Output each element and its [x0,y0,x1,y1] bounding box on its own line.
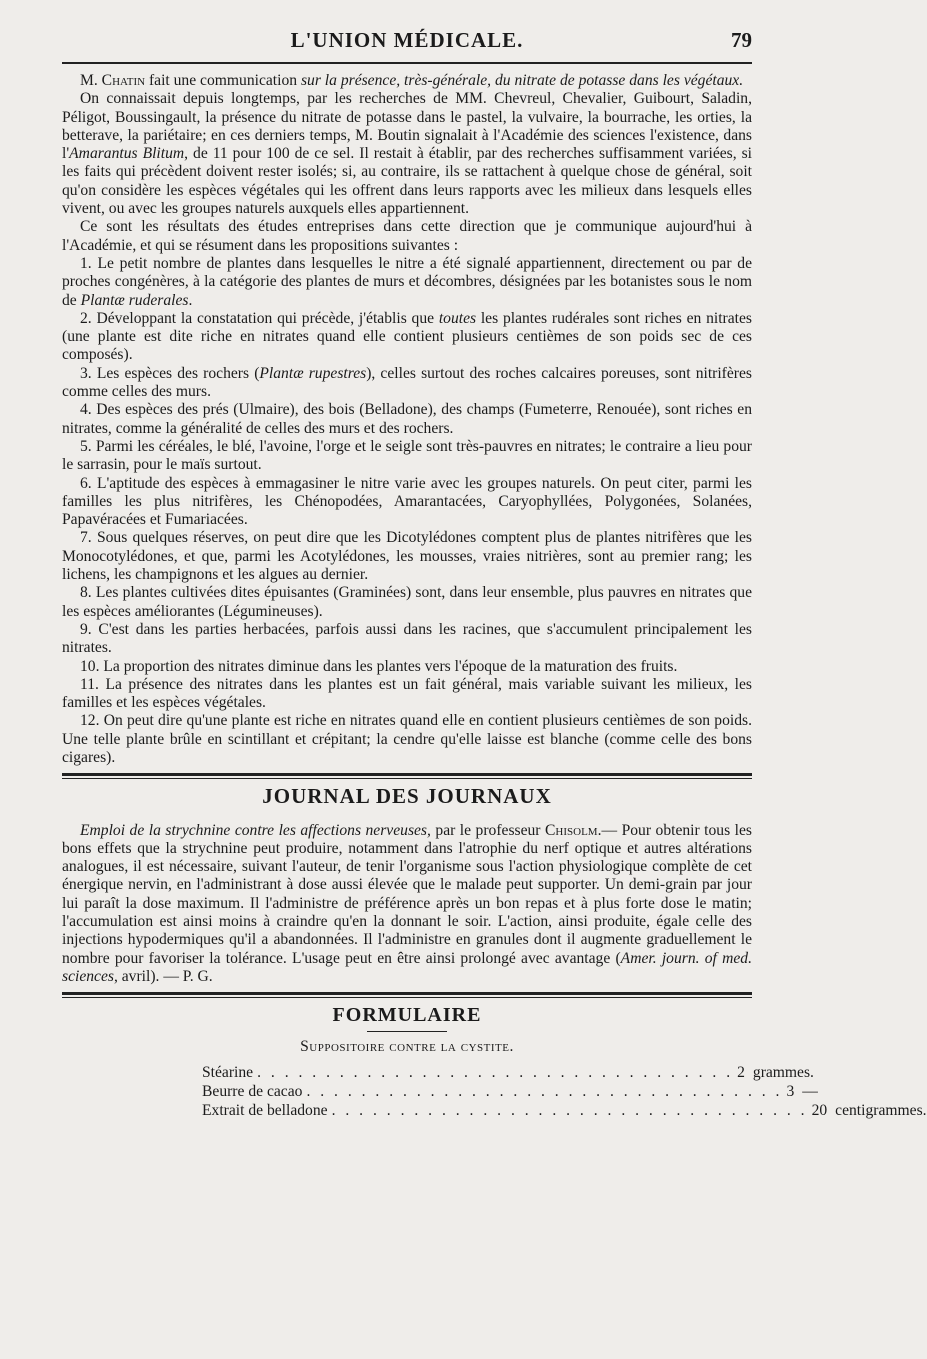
ingredient-unit: grammes. [752,1063,814,1081]
paragraph-1-tail: , de 11 pour 100 de ce sel. Il restait à établir, par des recherches suffisamment variées, si les faits qui précèdent doivent rester isolés; si, au contraire, ils se rattachent à quelque chose de général, soit qu'on considère les espèces végétales qui les offrent dans leurs rapports avec les milieux dans lesquels elles vivent, ou avec les groupes naturels auxquels elles appartiennent. [62,145,752,218]
proposition-2-text: 2. Développant la constatation qui précède, j'établis que [80,309,439,327]
proposition-10: 10. La proportion des nitrates diminue dans les plantes vers l'époque de la maturation des fruits. [80,657,678,675]
journal-article [62,822,752,987]
proposition-1-text: 1. Le petit nombre de plantes dans lesquelles le nitre a été signalé appartiennent, directement ou par de proches congénères, à la catégorie des plantes de murs et décombres, désignées par les botanistes sous le nom de [62,254,752,309]
ingredient-name: Beurre de cacao [202,1082,303,1100]
section-divider-2 [62,992,752,998]
intro-text: fait une communication [145,72,301,89]
proposition-12: 12. On peut dire qu'une plante est riche en nitrates quand elle en contient plusieurs centièmes de son poids. Une telle plante brûle en scintillant et crépitant; la cendre qu'elle laisse est blanche (comme celle des bons cigares). [62,712,752,766]
proposition-3-italic: Plantæ rupestres [259,364,367,382]
paragraph-2: Ce sont les résultats des études entreprises dans cette direction que je communique aujourd'hui à l'Académie, et qui se résument dans les propositions suivantes : [62,218,752,254]
species-name: Amarantus Blitum [69,145,185,163]
communication-intro [62,72,752,90]
ingredient-name: Stéarine [202,1063,254,1081]
paragraph-1 [62,90,752,218]
journal-heading: JOURNAL DES JOURNAUX [262,784,552,809]
paragraph-1-text: On connaissait depuis longtemps, par les recherches de MM. Chevreul, Chevalier, Guibourt, Saladin, Péligot, Boussingault, la présence du nitrate de potasse dans le pastel, la vulvaire, la bourrache, les orties, la betterave, la pariétaire; en ces derniers temps, M. Boutin signalait à l'Académie des sciences l'existence, dans l' [62,90,752,163]
ingredient-unit: centigrammes. [835,1101,927,1119]
proposition-1-end: . [188,291,193,309]
short-rule [367,1031,447,1032]
proposition-1-italic: Plantæ ruderales [80,291,189,309]
proposition-7: 7. Sous quelques réserves, on peut dire que les Dicotylédones comptent plus de plantes nitrifères que les Monocotylédones, et que, parmi les Acotylédones, les mousses, vraies nitrières, sont au premier rang; les lichens, les champignons et les algues au dernier. [62,529,752,584]
proposition-2 [62,310,752,365]
proposition-8: 8. Les plantes cultivées dites épuisantes (Graminées) sont, dans leur ensemble, plus pauvres en nitrates que les espèces améliorantes (Légumineuses). [62,584,752,620]
proposition-3-end: ), celles surtout des roches calcaires poreuses, sont nitrifères comme celles des murs. [62,364,752,401]
ingredient-name: Extrait de belladone [202,1101,328,1119]
article-source: Amer. journ. of med. sciences [62,949,752,985]
leader-dots: . . . . . . . . . . . . . . . . . . . . . . . . . . . . . . . . . . . [331,1101,808,1119]
proposition-1 [62,255,752,310]
body-text [62,72,927,1121]
proposition-4: 4. Des espèces des prés (Ulmaire), des bois (Belladone), des champs (Fumeterre, Renouée), sont riches en nitrates, comme la généralité de celles des murs et des rochers. [62,401,752,437]
running-title: L'UNION MÉDICALE. [290,28,524,52]
formulaire-heading: FORMULAIRE [332,1004,482,1027]
recipe-title: Suppositoire contre la cystite. [300,1037,514,1055]
communication-title: sur la présence, très-générale, du nitrate de potasse dans les végétaux. [300,72,744,89]
proposition-2-italic: toutes [438,309,477,327]
ingredient-row [202,1101,927,1121]
proposition-3-text: 3. Les espèces des rochers ( [80,364,260,382]
article-byline: par le professeur [430,821,545,839]
proposition-2-end: les plantes rudérales sont riches en nitrates (une plante est dite riche en nitrates quand elle contient plusieurs centièmes de son poids sec de ces composés). [62,309,752,364]
ingredient-unit: — [802,1082,818,1100]
ingredient-list [202,1063,927,1121]
proposition-11: 11. La présence des nitrates dans les plantes est un fait général, mais variable suivant les milieux, les familles et les espèces végétales. [62,675,752,712]
leader-dots: . . . . . . . . . . . . . . . . . . . . . . . . . . . . . . . . . . . [257,1063,734,1081]
ingredient-qty: 2 [737,1063,745,1081]
proposition-3 [62,365,752,402]
article-title: Emploi de la strychnine contre les affections nerveuses, [80,821,431,839]
running-head [62,28,752,58]
section-divider [62,773,752,779]
ingredient-qty: 20 [811,1101,828,1119]
proposition-9: 9. C'est dans les parties herbacées, parfois aussi dans les racines, que s'accumulent principalement les nitrates. [62,620,752,657]
page-number: 79 [731,28,752,52]
header-rule [62,62,752,64]
article-signature: , avril). — P. G. [113,967,213,985]
article-text: .— Pour obtenir tous les bons effets que la strychnine peut produire, notamment dans l'atrophie du nerf optique et autres altérations analogues, il est nécessaire, suivant l'auteur, de tenir l'organisme sous l'action physiologique complète de cet énergique nervin, en l'administrant à dose aussi élevée que le malade peut supporter. Un demi-grain par jour lui paraît la dose maximum. Il l'administre de préférence après un bon repas et à plus forte dose le matin; l'accumulation est ainsi moins à craindre qu'en la donnant le soir. L'action, ainsi produite, égale celle des injections hypodermiques qu'il a abandonnées. Il l'administre en granules dont il augmente graduellement le nombre pour favoriser la tolérance. L'usage peut en être ainsi prolongé avec avantage ( [62,821,752,967]
ingredient-qty: 3 [786,1082,795,1100]
ingredient-row [202,1082,818,1102]
proposition-6: 6. L'aptitude des espèces à emmagasiner le nitre varie avec les groupes naturels. On peut citer, parmi les familles les plus nitrifères, les Chénopodées, Amarantacées, Caryophyllées, Polygonées, Solanées, Papavéracées et Fumariacées. [62,474,752,529]
author-name: M. Chatin [80,72,146,89]
ingredient-row [202,1063,814,1083]
leader-dots: . . . . . . . . . . . . . . . . . . . . . . . . . . . . . . . . . . . [306,1082,783,1100]
proposition-5: 5. Parmi les céréales, le blé, l'avoine, l'orge et le seigle sont très-pauvres en nitrates; le contraire a lieu pour le sarrasin, pour le maïs surtout. [62,437,752,474]
article-author: Chisolm [545,821,598,839]
